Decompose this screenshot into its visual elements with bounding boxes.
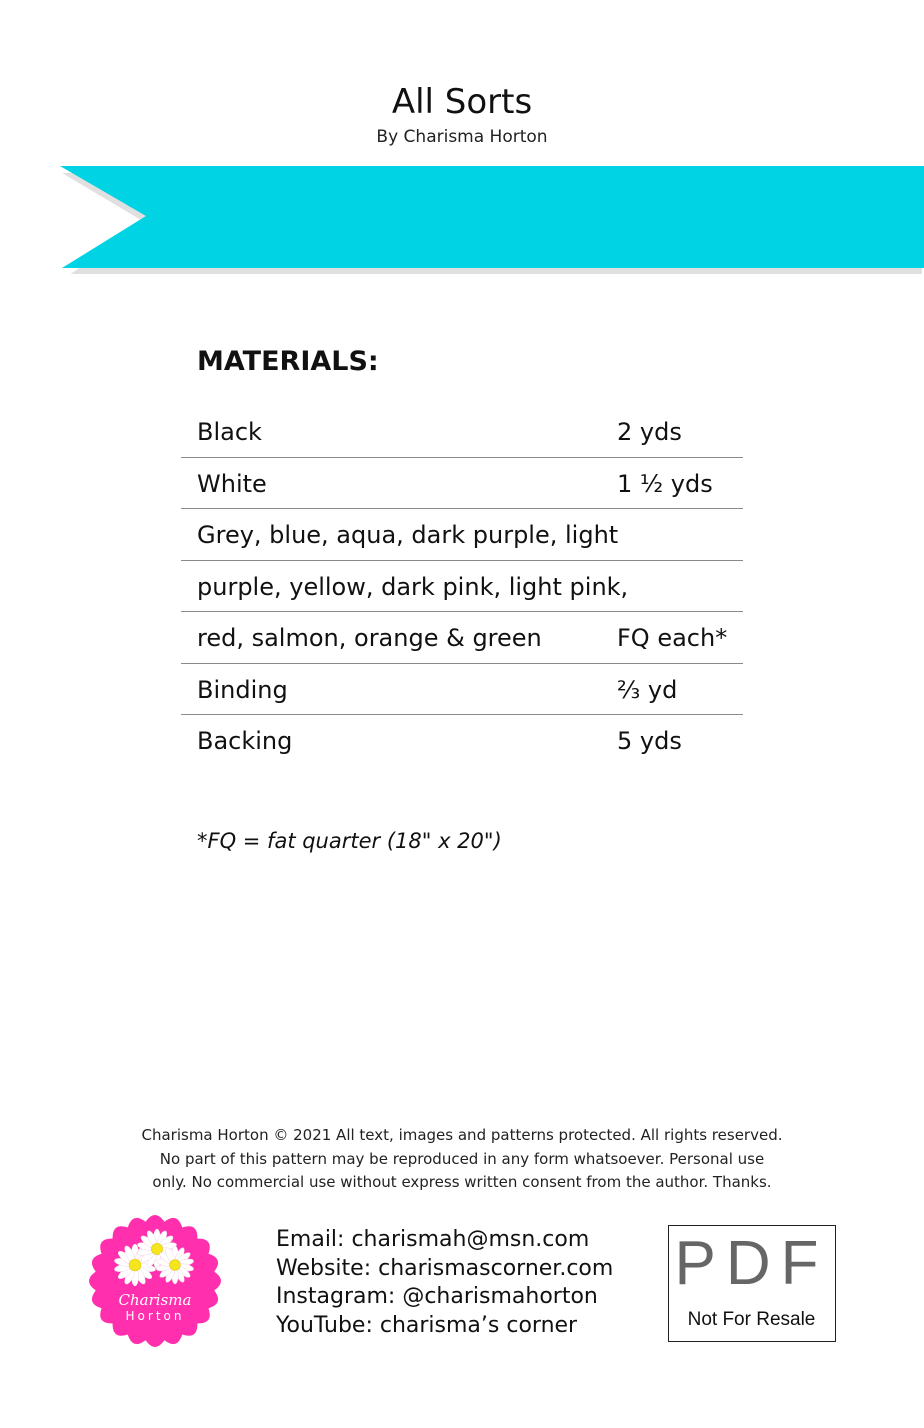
material-name: purple, yellow, dark pink, light pink, bbox=[197, 572, 629, 601]
material-row bbox=[181, 664, 743, 716]
pdf-label: PDF bbox=[674, 1229, 829, 1298]
materials-heading: MATERIALS: bbox=[197, 346, 379, 377]
contact-info bbox=[276, 1226, 613, 1340]
material-row bbox=[181, 715, 743, 767]
material-name: Backing bbox=[197, 727, 293, 755]
material-name: Grey, blue, aqua, dark purple, light bbox=[197, 521, 619, 549]
material-quantity: 1 ½ yds bbox=[617, 469, 713, 498]
material-row bbox=[181, 458, 743, 510]
not-for-resale-label: Not For Resale bbox=[687, 1309, 816, 1330]
material-row bbox=[181, 406, 743, 458]
material-row bbox=[181, 561, 743, 613]
material-row bbox=[181, 509, 743, 561]
banner-ribbon bbox=[0, 162, 924, 274]
material-name: Black bbox=[197, 418, 262, 446]
scalloped-badge-icon bbox=[87, 1213, 223, 1349]
fat-quarter-footnote: *FQ = fat quarter (18" x 20") bbox=[197, 829, 502, 853]
material-quantity: FQ each* bbox=[617, 624, 728, 652]
charisma-horton-logo bbox=[87, 1213, 223, 1349]
material-row bbox=[181, 612, 743, 664]
copyright-notice bbox=[100, 1124, 824, 1195]
material-quantity: 5 yds bbox=[617, 727, 682, 755]
website-text: Website: charismascorner.com bbox=[276, 1255, 614, 1281]
instagram-text: Instagram: @charismahorton bbox=[276, 1284, 598, 1309]
logo-subname: Horton bbox=[125, 1309, 185, 1323]
copyright-line: Charisma Horton © 2021 All text, images and patterns protected. All rights reserved. bbox=[141, 1126, 783, 1144]
material-name: Binding bbox=[197, 675, 288, 704]
material-quantity: 2 yds bbox=[617, 418, 682, 446]
pdf-not-for-resale-stamp bbox=[668, 1225, 836, 1342]
author-byline: By Charisma Horton bbox=[376, 127, 548, 147]
materials-table bbox=[181, 406, 743, 767]
page-title: All Sorts bbox=[391, 82, 533, 122]
material-name: White bbox=[197, 469, 267, 498]
material-quantity: ⅔ yd bbox=[617, 675, 678, 704]
email-text: Email: charismah@msn.com bbox=[276, 1227, 590, 1252]
copyright-line: only. No commercial use without express written consent from the author. Thanks. bbox=[152, 1173, 772, 1191]
logo-name: Charisma bbox=[118, 1291, 192, 1309]
copyright-line: No part of this pattern may be reproduced in any form whatsoever. Personal use bbox=[159, 1149, 765, 1168]
material-name: red, salmon, orange & green bbox=[197, 624, 542, 652]
youtube-text: YouTube: charisma’s corner bbox=[276, 1312, 578, 1338]
